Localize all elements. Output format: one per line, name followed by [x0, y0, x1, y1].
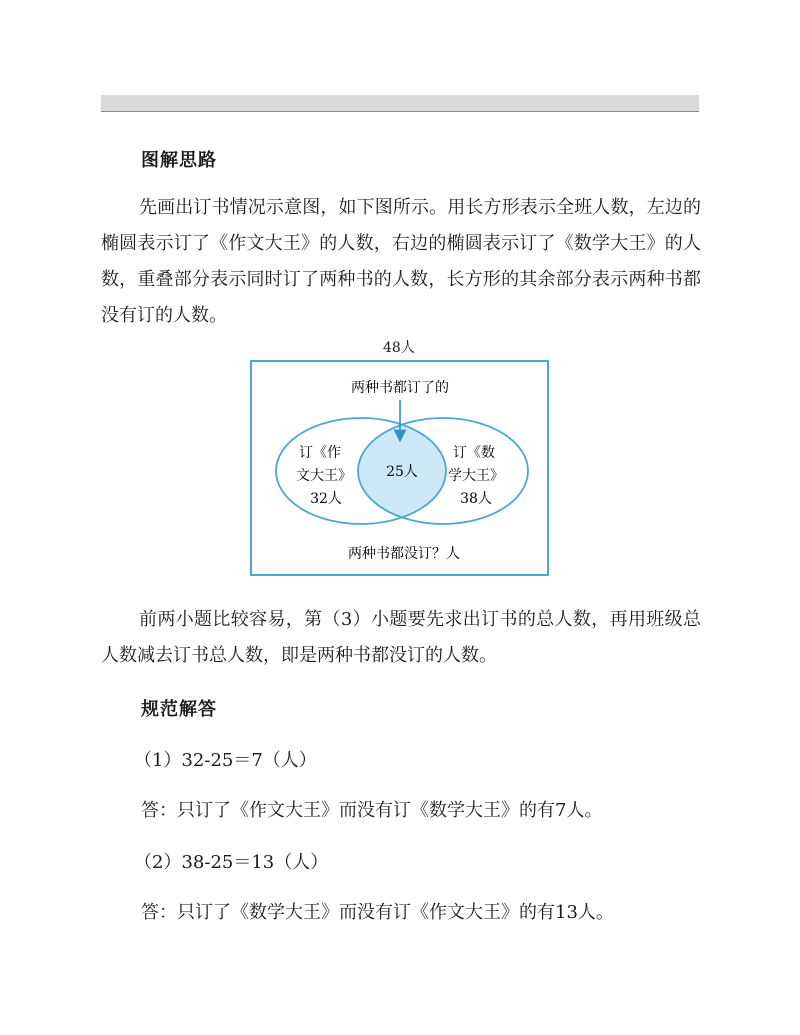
- solution-answer-1: 答：只订了《作文大王》而没有订《数学大王》的有7人。: [141, 800, 603, 821]
- solution-answer-2: 答：只订了《数学大王》而没有订《作文大王》的有13人。: [141, 902, 614, 923]
- left-label-line2: 文大王》: [296, 468, 352, 484]
- both-subscribed-label: 两种书都订了的: [351, 380, 449, 396]
- heading-solution: 规范解答: [141, 699, 217, 720]
- solution-step-2: （2）38-25＝13（人）: [134, 852, 329, 873]
- venn-diagram: [250, 360, 550, 578]
- header-band: [101, 95, 699, 112]
- left-count: 32人: [310, 491, 342, 507]
- left-label-line1: 订《作: [299, 445, 341, 461]
- approach-paragraph-1: 先画出订书情况示意图，如下图所示。用长方形表示全班人数，左边的椭圆表示订了《作文大王》的人数，右边的椭圆表示订了《数学大王》的人数，重叠部分表示同时订了两种书的人数，长方形的其余部分表示两种书都没有订的人数。: [101, 197, 701, 326]
- approach-paragraph-2: 前两小题比较容易，第（3）小题要先求出订书的总人数，再用班级总人数减去订书总人数，即是两种书都没订的人数。: [101, 609, 701, 666]
- overlap-count: 25人: [386, 464, 418, 480]
- right-count: 38人: [460, 491, 492, 507]
- solution-step-1: （1）32-25＝7（人）: [134, 750, 317, 771]
- right-label-line2: 学大王》: [448, 468, 504, 484]
- heading-approach: 图解思路: [141, 150, 217, 171]
- right-label-line1: 订《数: [453, 445, 495, 461]
- neither-subscribed-label: 两种书都没订？人: [348, 546, 460, 562]
- venn-total-label: 48人: [383, 340, 415, 356]
